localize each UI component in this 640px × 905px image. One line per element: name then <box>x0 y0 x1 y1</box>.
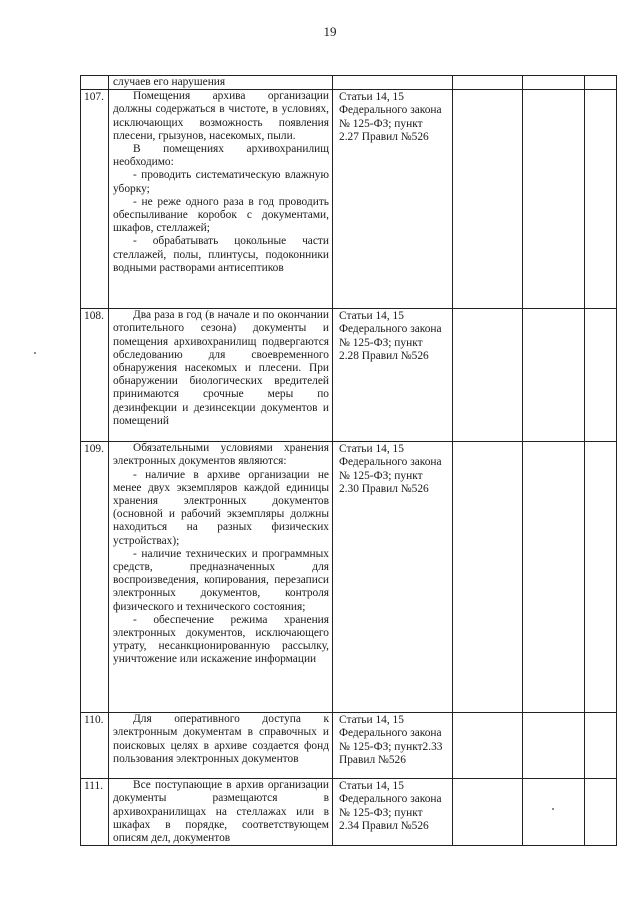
legal-basis-cell <box>333 309 453 442</box>
empty-cell <box>585 76 617 90</box>
legal-basis-cell <box>333 779 453 846</box>
requirement-text: Все поступающие в архив организации документы размещаются в архивохранилищах на стеллажах или в шкафах в порядке, соответствующем описям дел, документов <box>113 779 329 845</box>
requirement-cell <box>109 779 333 846</box>
requirement-text: - не реже одного раза в год проводить обеспыливание коробок с документами, шкафов, стеллажей; <box>113 195 329 235</box>
legal-basis-line: Федерального закона <box>339 456 442 469</box>
legal-basis-line: № 125-ФЗ; пункт <box>339 117 423 130</box>
empty-cell <box>585 779 617 846</box>
continuation-text: случаев его нарушения <box>113 76 226 88</box>
empty-cell <box>453 713 523 779</box>
legal-basis-line: Статьи 14, 15 <box>339 91 404 104</box>
requirement-text: Два раза в год (в начале и по окончании отопительного сезона) документы и помещения архивохранилищ подвергаются обследованию для своевременного обнаружения насекомых и плесени. При обнаружении биологических вредителей принимаются срочные меры по дезинфекции и дезинсекции документов и помещений <box>113 309 329 427</box>
legal-basis-line: № 125-ФЗ; пункт <box>339 806 423 819</box>
requirement-text: В помещениях архивохранилищ необходимо: <box>113 143 329 169</box>
table-row <box>81 779 617 846</box>
legal-basis-cell <box>333 76 453 90</box>
empty-cell <box>523 309 585 442</box>
requirement-cell <box>109 442 333 713</box>
requirement-text: - обеспечение режима хранения электронных документов, исключающего утрату, несанкционированную рассылку, уничтожение или искажение информации <box>113 613 329 666</box>
requirement-text: - наличие технических и программных средств, предназначенных для воспроизведения, копирования, перезаписи электронных документов, контроля физического и технического состояния; <box>113 547 329 613</box>
row-number: 109. <box>81 442 109 713</box>
legal-basis-cell <box>333 442 453 713</box>
legal-basis-line: 2.27 Правил №526 <box>339 130 429 143</box>
row-number: 110. <box>81 713 109 779</box>
empty-cell <box>523 442 585 713</box>
legal-basis-cell <box>333 90 453 309</box>
row-number: 107. <box>81 90 109 309</box>
empty-cell <box>585 442 617 713</box>
requirement-text: - обрабатывать цокольные части стеллажей, полы, плинтусы, подоконники водными растворами антисептиков <box>113 235 329 274</box>
legal-basis-line: Федерального закона <box>339 793 442 806</box>
requirement-cell <box>109 76 333 90</box>
legal-basis-line: Статьи 14, 15 <box>339 780 404 793</box>
legal-basis-cell <box>333 713 453 779</box>
legal-basis-line: Федерального закона <box>339 323 442 336</box>
row-number: 108. <box>81 309 109 442</box>
row-number: 111. <box>81 779 109 846</box>
legal-basis-line: 2.30 Правил №526 <box>339 482 429 495</box>
requirement-text: Для оперативного доступа к электронным документам в справочных и поисковых целях в архиве создается фонд пользования электронных документов <box>113 713 329 765</box>
table-row <box>81 309 617 442</box>
table-row <box>81 713 617 779</box>
legal-basis-line: Федерального закона <box>339 104 442 117</box>
legal-basis-line: № 125-ФЗ; пункт2.33 <box>339 740 443 753</box>
table-row <box>81 442 617 713</box>
table-row <box>81 90 617 309</box>
legal-basis-line: Статьи 14, 15 <box>339 310 404 323</box>
empty-cell <box>585 309 617 442</box>
legal-basis-line: Статьи 14, 15 <box>339 443 404 456</box>
requirement-text: - наличие в архиве организации не менее двух экземпляров каждой единицы хранения электронных документов (основной и рабочий экземпляры должны находиться на разных физических устройствах); <box>113 468 329 547</box>
empty-cell <box>453 442 523 713</box>
empty-cell <box>523 76 585 90</box>
requirement-cell <box>109 713 333 779</box>
table-row-continuation <box>81 76 617 90</box>
empty-cell <box>453 90 523 309</box>
requirement-text: - проводить систематическую влажную уборку; <box>113 169 329 195</box>
legal-basis-line: № 125-ФЗ; пункт <box>339 469 423 482</box>
number-cell <box>81 76 109 90</box>
scan-mark <box>34 352 36 354</box>
legal-basis-line: № 125-ФЗ; пункт <box>339 336 423 349</box>
requirements-table <box>80 75 617 846</box>
legal-basis-line: Статьи 14, 15 <box>339 714 404 727</box>
legal-basis-line: 2.34 Правил №526 <box>339 819 429 832</box>
requirement-text: Обязательными условиями хранения электронных документов являются: <box>113 442 329 468</box>
page-number: 19 <box>323 24 337 39</box>
requirement-text: Помещения архива организации должны содержаться в чистоте, в условиях, исключающих возможность появления плесени, грызунов, насекомых, пыли. <box>113 90 329 142</box>
empty-cell <box>585 713 617 779</box>
empty-cell <box>453 779 523 846</box>
legal-basis-line: Федерального закона <box>339 727 442 740</box>
empty-cell <box>453 76 523 90</box>
legal-basis-line: Правил №526 <box>339 753 406 766</box>
empty-cell <box>453 309 523 442</box>
requirement-cell <box>109 309 333 442</box>
empty-cell <box>523 779 585 846</box>
empty-cell <box>585 90 617 309</box>
empty-cell <box>523 713 585 779</box>
requirement-cell <box>109 90 333 309</box>
empty-cell <box>523 90 585 309</box>
legal-basis-line: 2.28 Правил №526 <box>339 349 429 362</box>
scan-mark <box>552 808 554 810</box>
